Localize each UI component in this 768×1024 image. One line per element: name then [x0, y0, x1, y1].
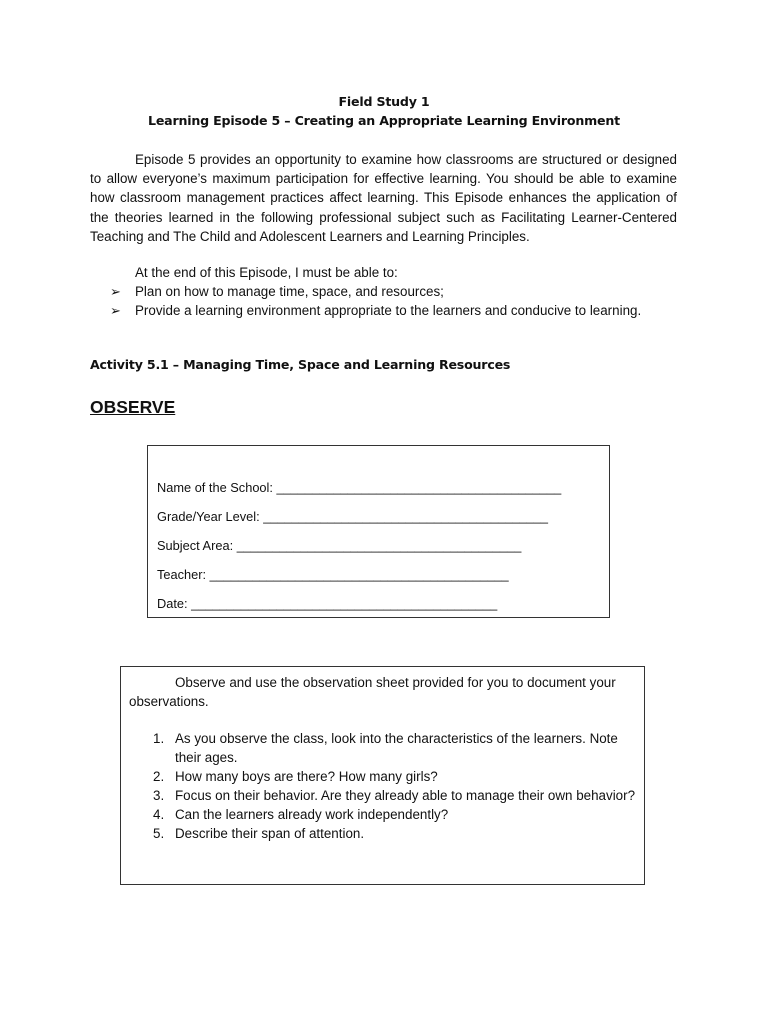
item-number: 2. — [153, 769, 165, 784]
list-item — [129, 805, 639, 824]
question-text: Describe their span of attention. — [175, 826, 365, 841]
list-item — [129, 824, 639, 843]
field-label: Grade/Year Level: — [157, 509, 260, 524]
item-number: 4. — [153, 807, 165, 822]
question-text: How many boys are there? How many girls? — [175, 769, 438, 784]
list-item — [110, 301, 641, 320]
arrow-bullet-icon: ➢ — [110, 284, 121, 299]
field-label: Subject Area: — [157, 538, 234, 553]
objectives-lead: At the end of this Episode, I must be able to: — [135, 265, 398, 280]
objective-text: Plan on how to manage time, space, and resources; — [135, 284, 444, 299]
observation-questions — [129, 729, 639, 843]
observation-instructions — [129, 673, 639, 711]
subject-area-field[interactable] — [157, 538, 521, 554]
list-item — [129, 729, 639, 767]
field-blank: __________________________________________ — [209, 567, 509, 582]
episode-title: Learning Episode 5 – Creating an Appropriate Learning Environment — [148, 113, 620, 128]
date-field[interactable] — [157, 596, 497, 612]
observation-box — [120, 666, 645, 885]
objective-text: Provide a learning environment appropriate to the learners and conducive to learning. — [135, 303, 642, 319]
arrow-bullet-icon: ➢ — [110, 303, 121, 319]
item-number: 1. — [153, 731, 165, 746]
observe-heading: OBSERVE — [90, 397, 176, 417]
question-text: Focus on their behavior. Are they already able to manage their own behavior? — [175, 788, 636, 803]
teacher-field[interactable] — [157, 567, 509, 583]
school-name-field[interactable] — [157, 480, 561, 496]
intro-text: Episode 5 provides an opportunity to examine how classrooms are structured or designed to allow everyone’s maximum participation for effective learning. You should be able to examine how classroom management practices affect learning. This Episode enhances the application of the theories learned in the following professional subject such as Facilitating Learner-Centered Teaching and The Child and Adolescent Learners and Learning Principles. — [90, 152, 677, 244]
field-blank: ________________________________________ — [263, 509, 548, 524]
intro-paragraph — [90, 150, 677, 246]
objectives-list — [110, 282, 641, 320]
document-title: Field Study 1 — [338, 94, 430, 109]
observation-intro-text: Observe and use the observation sheet provided for you to document your observations. — [129, 675, 616, 709]
question-text: As you observe the class, look into the characteristics of the learners. Note their ages. — [175, 731, 618, 765]
item-number: 5. — [153, 826, 165, 841]
field-blank: ________________________________________ — [276, 480, 562, 495]
list-item — [110, 282, 641, 301]
list-item — [129, 786, 639, 805]
item-number: 3. — [153, 788, 165, 803]
activity-heading: Activity 5.1 – Managing Time, Space and Learning Resources — [90, 357, 511, 372]
question-text: Can the learners already work independently? — [175, 807, 449, 822]
field-label: Date: — [157, 596, 188, 611]
field-label: Teacher: — [157, 567, 207, 582]
field-blank: ________________________________________ — [236, 538, 522, 553]
grade-level-field[interactable] — [157, 509, 548, 525]
list-item — [129, 767, 639, 786]
field-blank: ___________________________________________ — [191, 596, 498, 611]
school-info-form — [147, 445, 610, 618]
field-label: Name of the School: — [157, 480, 273, 495]
